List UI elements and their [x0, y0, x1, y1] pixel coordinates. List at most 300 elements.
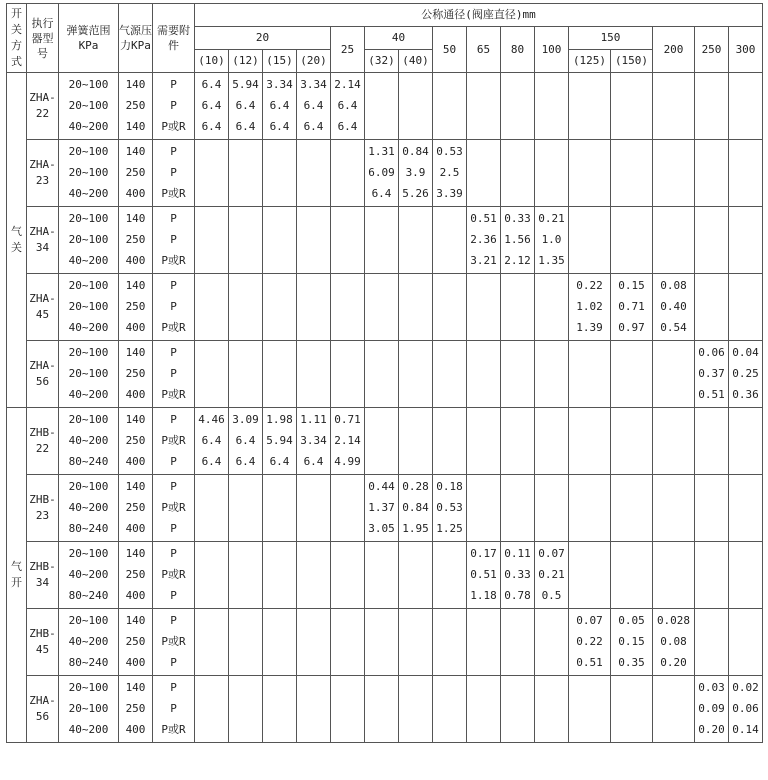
empty-cell	[729, 609, 763, 676]
cell-value: 40~200	[68, 321, 109, 334]
empty-cell	[433, 609, 467, 676]
table-row	[7, 475, 763, 542]
cell-value: 6.4	[235, 120, 256, 133]
empty-cell	[195, 542, 229, 609]
flow-value-cell	[433, 475, 467, 542]
cell-value: P或R	[161, 501, 186, 514]
empty-cell	[195, 475, 229, 542]
flow-value-cell	[263, 408, 297, 475]
cell-value: 6.4	[201, 434, 222, 447]
empty-cell	[501, 475, 535, 542]
flow-value-cell	[653, 274, 695, 341]
cell-value: 0.20	[698, 723, 725, 736]
flow-value-cell	[569, 274, 611, 341]
flow-value-cell	[535, 207, 569, 274]
cell-value: 140	[125, 681, 146, 694]
cell-value: 6.4	[337, 99, 358, 112]
accessory-cell	[153, 274, 195, 341]
cell-value: 140	[125, 120, 146, 133]
cell-value: 1.31	[368, 145, 395, 158]
cell-value: 140	[125, 212, 146, 225]
cell-value: P	[170, 589, 177, 602]
model-cell: ZHA-56	[27, 676, 59, 743]
cell-value: P	[170, 367, 177, 380]
empty-cell	[433, 207, 467, 274]
empty-cell	[195, 274, 229, 341]
cell-value: 0.33	[504, 568, 531, 581]
empty-cell	[399, 341, 433, 408]
cell-value: 20~100	[68, 681, 109, 694]
empty-cell	[467, 341, 501, 408]
flow-value-cell	[611, 609, 653, 676]
empty-cell	[331, 207, 365, 274]
empty-cell	[263, 207, 297, 274]
cell-value: 0.07	[576, 614, 603, 627]
table-row	[7, 542, 763, 609]
spring-range-cell	[59, 475, 119, 542]
cell-value: P	[170, 681, 177, 694]
empty-cell	[195, 609, 229, 676]
flow-value-cell	[365, 140, 399, 207]
cell-value: 2.12	[504, 254, 531, 267]
cell-value: 20~100	[68, 413, 109, 426]
header-sub-150: (150)	[611, 50, 653, 73]
cell-value: 250	[125, 501, 146, 514]
empty-cell	[297, 475, 331, 542]
empty-cell	[195, 140, 229, 207]
empty-cell	[729, 475, 763, 542]
empty-cell	[467, 73, 501, 140]
cell-value: P或R	[161, 434, 186, 447]
spring-range-cell	[59, 676, 119, 743]
empty-cell	[467, 609, 501, 676]
empty-cell	[263, 609, 297, 676]
flow-value-cell	[501, 207, 535, 274]
cell-value: 140	[125, 480, 146, 493]
cell-value: 1.11	[300, 413, 327, 426]
empty-cell	[695, 542, 729, 609]
cell-value: 0.33	[504, 212, 531, 225]
cell-value: 0.51	[470, 568, 497, 581]
cell-value: 0.28	[402, 480, 429, 493]
cell-value: 0.18	[436, 480, 463, 493]
header-group-200: 200	[653, 27, 695, 73]
cell-value: 6.09	[368, 166, 395, 179]
header-sub-125: (125)	[569, 50, 611, 73]
table-row	[7, 274, 763, 341]
cell-value: 0.53	[436, 145, 463, 158]
empty-cell	[653, 341, 695, 408]
cell-value: 0.37	[698, 367, 725, 380]
mode-cell: 气开	[7, 408, 27, 743]
cell-value: 250	[125, 99, 146, 112]
empty-cell	[535, 341, 569, 408]
empty-cell	[331, 475, 365, 542]
cell-value: P	[170, 480, 177, 493]
empty-cell	[569, 207, 611, 274]
cell-value: 3.34	[300, 434, 327, 447]
cell-value: 140	[125, 279, 146, 292]
cell-value: 0.51	[576, 656, 603, 669]
cell-value: 6.4	[337, 120, 358, 133]
empty-cell	[331, 676, 365, 743]
cell-value: 1.35	[538, 254, 565, 267]
cell-value: 0.15	[618, 635, 645, 648]
mode-cell: 气关	[7, 73, 27, 408]
table-row	[7, 73, 763, 140]
cell-value: 400	[125, 723, 146, 736]
header-group-25: 25	[331, 27, 365, 73]
empty-cell	[653, 542, 695, 609]
empty-cell	[535, 475, 569, 542]
cell-value: 6.4	[303, 455, 324, 468]
cell-value: P	[170, 279, 177, 292]
cell-value: 0.51	[470, 212, 497, 225]
header-nominal: 公称通径(阀座直径)mm	[195, 4, 763, 27]
empty-cell	[229, 140, 263, 207]
cell-value: 6.4	[269, 455, 290, 468]
cell-value: 6.4	[269, 99, 290, 112]
cell-value: 40~200	[68, 723, 109, 736]
table-row	[7, 341, 763, 408]
cell-value: 250	[125, 434, 146, 447]
cell-value: 5.26	[402, 187, 429, 200]
flow-value-cell	[229, 73, 263, 140]
cell-value: 40~200	[68, 388, 109, 401]
empty-cell	[501, 73, 535, 140]
empty-cell	[611, 408, 653, 475]
cell-value: 20~100	[68, 346, 109, 359]
empty-cell	[467, 676, 501, 743]
empty-cell	[399, 73, 433, 140]
flow-value-cell	[433, 140, 467, 207]
empty-cell	[501, 274, 535, 341]
empty-cell	[297, 207, 331, 274]
header-group-65: 65	[467, 27, 501, 73]
cell-value: 140	[125, 346, 146, 359]
accessory-cell	[153, 676, 195, 743]
air-pressure-cell	[119, 341, 153, 408]
empty-cell	[331, 341, 365, 408]
cell-value: P	[170, 522, 177, 535]
cell-value: 6.4	[235, 434, 256, 447]
empty-cell	[535, 140, 569, 207]
cell-value: P	[170, 166, 177, 179]
flow-value-cell	[653, 609, 695, 676]
empty-cell	[729, 73, 763, 140]
cell-value: 0.04	[732, 346, 759, 359]
accessory-cell	[153, 140, 195, 207]
flow-value-cell	[331, 73, 365, 140]
cell-value: P或R	[161, 254, 186, 267]
flow-value-cell	[263, 73, 297, 140]
cell-value: P或R	[161, 635, 186, 648]
empty-cell	[653, 408, 695, 475]
cell-value: 400	[125, 522, 146, 535]
air-pressure-cell	[119, 408, 153, 475]
model-cell: ZHA-23	[27, 140, 59, 207]
cell-value: 6.4	[269, 120, 290, 133]
empty-cell	[501, 140, 535, 207]
cell-value: 6.4	[201, 78, 222, 91]
empty-cell	[569, 475, 611, 542]
cell-value: 0.03	[698, 681, 725, 694]
empty-cell	[433, 542, 467, 609]
spring-range-cell	[59, 542, 119, 609]
header-group-20: 20	[195, 27, 331, 50]
cell-value: 400	[125, 589, 146, 602]
header-sub-10: (10)	[195, 50, 229, 73]
cell-value: 20~100	[68, 367, 109, 380]
empty-cell	[501, 609, 535, 676]
cell-value: 0.05	[618, 614, 645, 627]
model-cell: ZHB-34	[27, 542, 59, 609]
header-group-50: 50	[433, 27, 467, 73]
empty-cell	[611, 73, 653, 140]
empty-cell	[263, 542, 297, 609]
empty-cell	[695, 274, 729, 341]
valve-flow-table	[6, 3, 763, 743]
flow-value-cell	[467, 207, 501, 274]
cell-value: 1.37	[368, 501, 395, 514]
cell-value: 40~200	[68, 568, 109, 581]
cell-value: 5.94	[266, 434, 293, 447]
cell-value: 0.36	[732, 388, 759, 401]
cell-value: 250	[125, 702, 146, 715]
empty-cell	[535, 274, 569, 341]
cell-value: 20~100	[68, 547, 109, 560]
header-group-40: 40	[365, 27, 433, 50]
table-row	[7, 609, 763, 676]
cell-value: 400	[125, 388, 146, 401]
empty-cell	[399, 408, 433, 475]
cell-value: 0.14	[732, 723, 759, 736]
empty-cell	[535, 73, 569, 140]
cell-value: P或R	[161, 568, 186, 581]
header-group-100: 100	[535, 27, 569, 73]
empty-cell	[263, 140, 297, 207]
cell-value: 0.84	[402, 145, 429, 158]
cell-value: 400	[125, 656, 146, 669]
empty-cell	[263, 475, 297, 542]
flow-value-cell	[467, 542, 501, 609]
cell-value: 1.95	[402, 522, 429, 535]
empty-cell	[365, 207, 399, 274]
empty-cell	[535, 609, 569, 676]
cell-value: 20~100	[68, 480, 109, 493]
spring-range-cell	[59, 207, 119, 274]
cell-value: 140	[125, 547, 146, 560]
empty-cell	[433, 274, 467, 341]
empty-cell	[653, 207, 695, 274]
flow-value-cell	[695, 341, 729, 408]
empty-cell	[433, 408, 467, 475]
cell-value: P	[170, 656, 177, 669]
empty-cell	[331, 274, 365, 341]
empty-cell	[365, 676, 399, 743]
cell-value: 0.21	[538, 212, 565, 225]
empty-cell	[611, 207, 653, 274]
empty-cell	[297, 341, 331, 408]
air-pressure-cell	[119, 676, 153, 743]
model-cell: ZHB-45	[27, 609, 59, 676]
cell-value: P	[170, 614, 177, 627]
flow-value-cell	[611, 274, 653, 341]
cell-value: 20~100	[68, 166, 109, 179]
empty-cell	[195, 341, 229, 408]
cell-value: 20~100	[68, 279, 109, 292]
empty-cell	[297, 140, 331, 207]
empty-cell	[695, 609, 729, 676]
empty-cell	[263, 341, 297, 408]
cell-value: 0.51	[698, 388, 725, 401]
cell-value: 0.06	[698, 346, 725, 359]
table-row	[7, 140, 763, 207]
cell-value: 0.84	[402, 501, 429, 514]
cell-value: 0.25	[732, 367, 759, 380]
spring-range-cell	[59, 408, 119, 475]
cell-value: 3.9	[405, 166, 426, 179]
cell-value: 20~100	[68, 145, 109, 158]
cell-value: 250	[125, 568, 146, 581]
flow-value-cell	[195, 73, 229, 140]
cell-value: 0.07	[538, 547, 565, 560]
empty-cell	[695, 475, 729, 542]
empty-cell	[229, 475, 263, 542]
cell-value: P或R	[161, 321, 186, 334]
empty-cell	[399, 274, 433, 341]
empty-cell	[729, 274, 763, 341]
accessory-cell	[153, 408, 195, 475]
empty-cell	[611, 140, 653, 207]
cell-value: 0.11	[504, 547, 531, 560]
flow-value-cell	[365, 475, 399, 542]
cell-value: 2.36	[470, 233, 497, 246]
empty-cell	[729, 542, 763, 609]
spring-range-cell	[59, 274, 119, 341]
spring-range-cell	[59, 609, 119, 676]
air-pressure-cell	[119, 609, 153, 676]
cell-value: P	[170, 547, 177, 560]
cell-value: 400	[125, 254, 146, 267]
cell-value: 40~200	[68, 187, 109, 200]
empty-cell	[653, 73, 695, 140]
cell-value: 0.22	[576, 279, 603, 292]
cell-value: 0.02	[732, 681, 759, 694]
empty-cell	[467, 274, 501, 341]
empty-cell	[611, 676, 653, 743]
cell-value: 20~100	[68, 300, 109, 313]
cell-value: 0.09	[698, 702, 725, 715]
cell-value: 1.0	[541, 233, 562, 246]
cell-value: 3.34	[300, 78, 327, 91]
cell-value: 1.25	[436, 522, 463, 535]
header-group-300: 300	[729, 27, 763, 73]
cell-value: P	[170, 145, 177, 158]
cell-value: P	[170, 346, 177, 359]
cell-value: P或R	[161, 120, 186, 133]
empty-cell	[695, 408, 729, 475]
empty-cell	[229, 676, 263, 743]
flow-value-cell	[535, 542, 569, 609]
empty-cell	[569, 676, 611, 743]
model-cell: ZHB-23	[27, 475, 59, 542]
empty-cell	[399, 609, 433, 676]
spring-range-cell	[59, 73, 119, 140]
cell-value: 20~100	[68, 78, 109, 91]
empty-cell	[729, 207, 763, 274]
flow-value-cell	[229, 408, 263, 475]
cell-value: 0.5	[541, 589, 562, 602]
empty-cell	[729, 140, 763, 207]
flow-value-cell	[195, 408, 229, 475]
cell-value: 0.35	[618, 656, 645, 669]
empty-cell	[263, 274, 297, 341]
cell-value: P	[170, 212, 177, 225]
empty-cell	[569, 73, 611, 140]
empty-cell	[535, 676, 569, 743]
cell-value: 0.21	[538, 568, 565, 581]
spring-range-cell	[59, 341, 119, 408]
cell-value: 400	[125, 187, 146, 200]
cell-value: P	[170, 413, 177, 426]
empty-cell	[229, 609, 263, 676]
cell-value: 3.09	[232, 413, 259, 426]
empty-cell	[695, 73, 729, 140]
empty-cell	[399, 542, 433, 609]
cell-value: 0.20	[660, 656, 687, 669]
cell-value: P	[170, 78, 177, 91]
empty-cell	[365, 408, 399, 475]
cell-value: 0.17	[470, 547, 497, 560]
cell-value: 80~240	[68, 455, 109, 468]
cell-value: 250	[125, 300, 146, 313]
cell-value: 40~200	[68, 120, 109, 133]
empty-cell	[501, 408, 535, 475]
cell-value: 0.97	[618, 321, 645, 334]
empty-cell	[229, 341, 263, 408]
empty-cell	[653, 475, 695, 542]
cell-value: 20~100	[68, 702, 109, 715]
cell-value: 140	[125, 614, 146, 627]
empty-cell	[611, 341, 653, 408]
air-pressure-cell	[119, 73, 153, 140]
air-pressure-cell	[119, 140, 153, 207]
cell-value: 250	[125, 367, 146, 380]
empty-cell	[433, 676, 467, 743]
cell-value: 20~100	[68, 614, 109, 627]
cell-value: 80~240	[68, 656, 109, 669]
flow-value-cell	[331, 408, 365, 475]
empty-cell	[297, 676, 331, 743]
cell-value: 5.94	[232, 78, 259, 91]
empty-cell	[229, 207, 263, 274]
header-group-250: 250	[695, 27, 729, 73]
empty-cell	[229, 274, 263, 341]
accessory-cell	[153, 609, 195, 676]
empty-cell	[729, 408, 763, 475]
empty-cell	[569, 140, 611, 207]
accessory-cell	[153, 73, 195, 140]
accessory-cell	[153, 207, 195, 274]
cell-value: P	[170, 455, 177, 468]
empty-cell	[433, 73, 467, 140]
empty-cell	[229, 542, 263, 609]
cell-value: 6.4	[235, 455, 256, 468]
cell-value: 0.028	[656, 614, 691, 627]
cell-value: 3.34	[266, 78, 293, 91]
cell-value: 3.05	[368, 522, 395, 535]
